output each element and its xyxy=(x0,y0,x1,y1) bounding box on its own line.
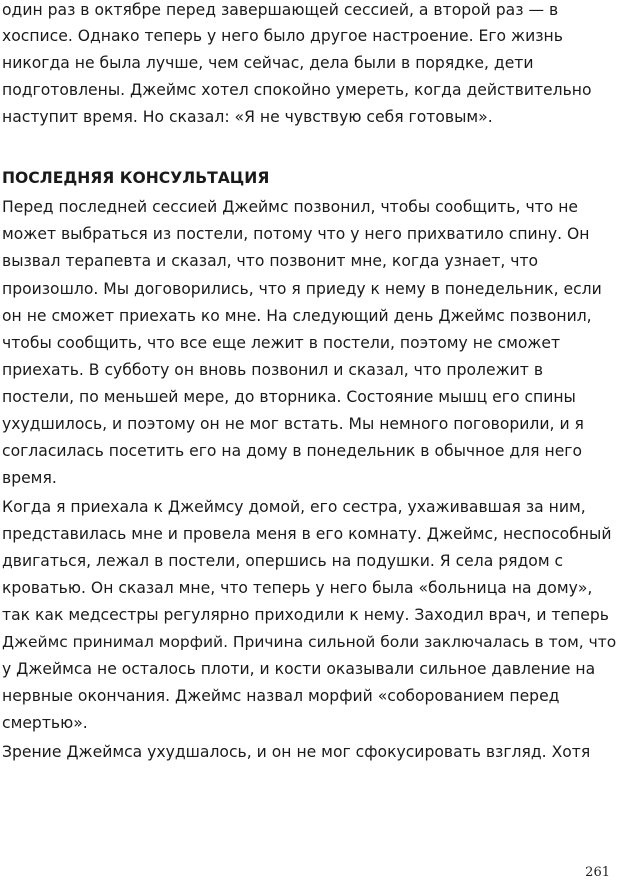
text-line: он не сможет приехать ко мне. На следующий день Джеймс позвонил, xyxy=(2,307,592,325)
text-line: у Джеймса не осталось плоти, и кости оказывали сильное давление на xyxy=(2,660,596,678)
text-line: Джеймс принимал морфий. Причина сильной боли заключалась в том, что xyxy=(2,633,617,651)
section-heading: ПОСЛЕДНЯЯ КОНСУЛЬТАЦИЯ xyxy=(2,169,270,187)
text-line: представилась мне и провела меня в его комнату. Джеймс, неспособный xyxy=(2,525,612,543)
text-line: постели, по меньшей мере, до вторника. Состояние мышц его спины xyxy=(2,388,576,406)
text-line: двигаться, лежал в постели, опершись на подушки. Я села рядом с xyxy=(2,552,564,570)
text-line: наступит время. Но сказал: «Я не чувствую себя готовым». xyxy=(2,108,493,126)
text-line: Когда я приехала к Джеймсу домой, его сестра, ухаживавшая за ним, xyxy=(2,498,586,516)
text-line: согласилась посетить его на дому в понедельник в обычное для него xyxy=(2,442,583,460)
text-line: никогда не была лучше, чем сейчас, дела были в порядке, дети xyxy=(2,54,534,72)
text-line: хосписе. Однако теперь у него было другое настроение. Его жизнь xyxy=(2,27,563,45)
text-line: кроватью. Он сказал мне, что теперь у него была «больница на дому», xyxy=(2,579,593,597)
text-line: произошло. Мы договорились, что я приеду к нему в понедельник, если xyxy=(2,280,602,298)
text-line: один раз в октябре перед завершающей сессией, а второй раз — в xyxy=(2,1,559,19)
text-line: приехать. В субботу он вновь позвонил и сказал, что пролежит в xyxy=(2,361,544,379)
text-line: время. xyxy=(2,469,57,487)
text-line: нервные окончания. Джеймс назвал морфий «соборованием перед xyxy=(2,687,560,705)
text-line: вызвал терапевта и сказал, что позвонит мне, когда узнает, что xyxy=(2,252,539,270)
text-line: Зрение Джеймса ухудшалось, и он не мог сфокусировать взгляд. Хотя xyxy=(2,743,591,761)
text-line: Перед последней сессией Джеймс позвонил, чтобы сообщить, что не xyxy=(2,198,579,216)
text-line: ухудшилось, и поэтому он не мог встать. Мы немного поговорили, и я xyxy=(2,415,584,433)
page-number: 261 xyxy=(585,865,610,880)
text-line: может выбраться из постели, потому что у него прихватило спину. Он xyxy=(2,225,590,243)
text-line: так как медсестры регулярно приходили к нему. Заходил врач, и теперь xyxy=(2,606,609,624)
text-line: чтобы сообщить, что все еще лежит в постели, поэтому не сможет xyxy=(2,334,561,352)
text-line: смертью». xyxy=(2,714,88,732)
text-line: подготовлены. Джеймс хотел спокойно умереть, когда действительно xyxy=(2,81,592,99)
